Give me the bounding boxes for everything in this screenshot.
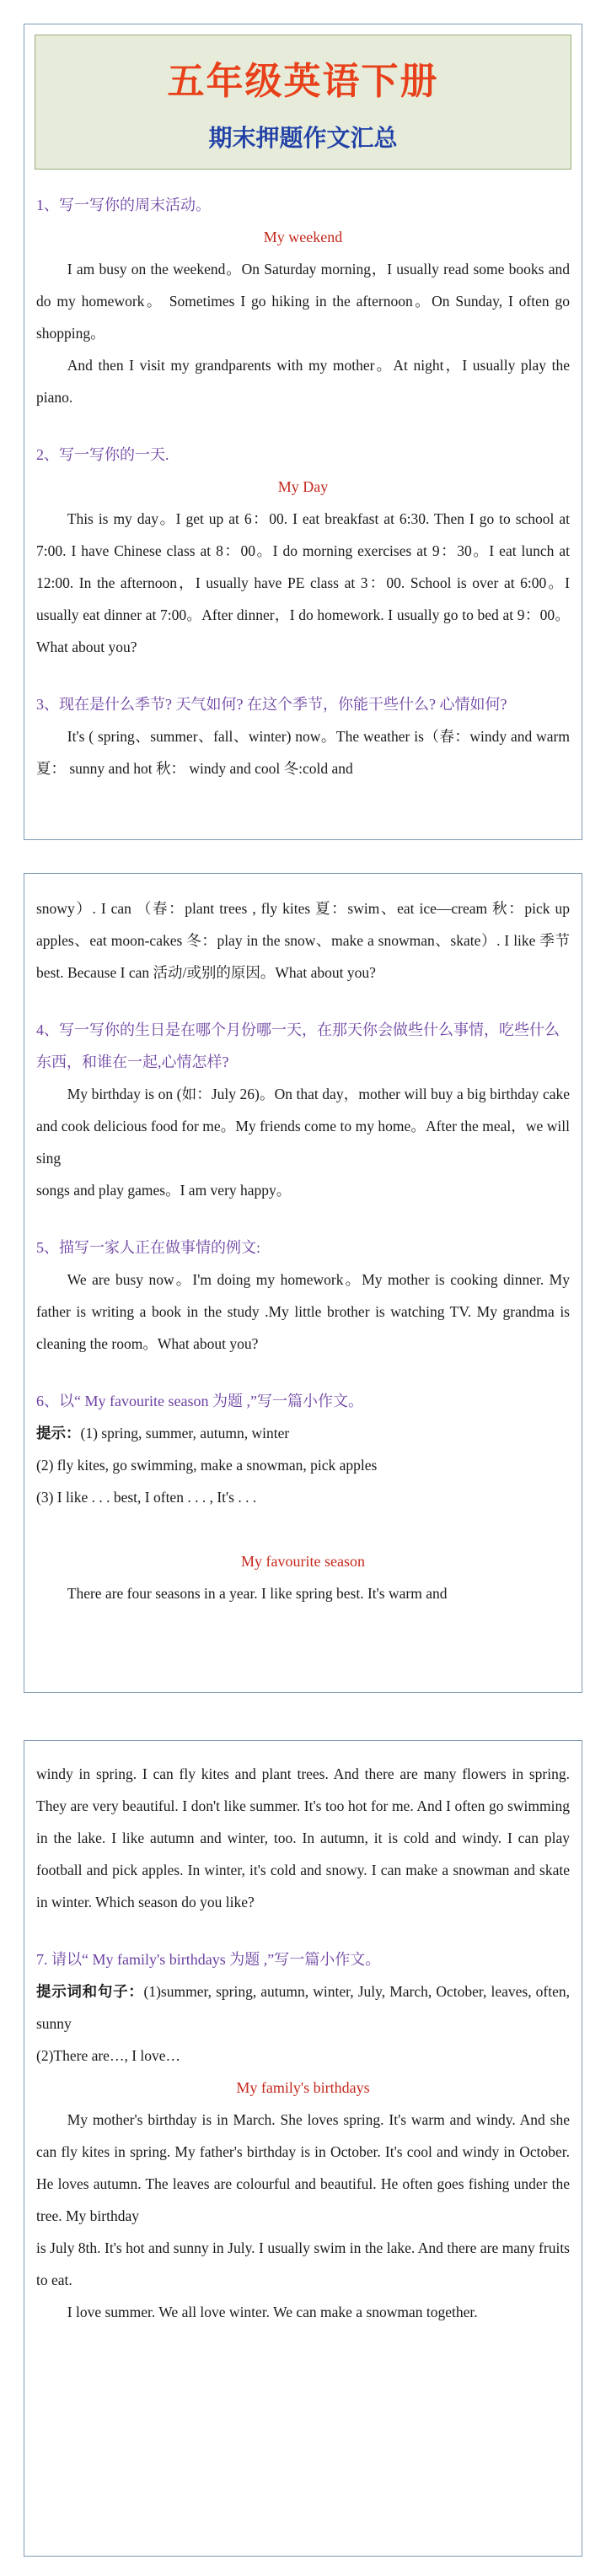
essay-4-line-1: My birthday is on (如：July 26)。On that day，mother will buy a big birthday cake and cook delicious food for me。My friends come to my home。After the meal，we will sing	[36, 1086, 570, 1167]
essay-2-para-1: This is my day。I get up at 6：00. I eat breakfast at 6:30. Then I go to school at 7:00. I have Chinese class at 8：00。I do morning exercises at 9：30。I eat lunch at 12:00. In the afternoon，I usually have PE class at 3：00. School is over at 6:00。I usually eat dinner at 7:00。After dinner，I do homework. I usually go to bed at 9：00。What about you?	[36, 510, 570, 655]
essay-title-6: My favourite season	[241, 1553, 365, 1570]
page-2-content	[36, 892, 570, 1609]
hint-7-1: (1)summer, spring, autumn, winter, July, March, October, leaves, often, sunny	[36, 1983, 570, 2032]
hint-label: 提示：	[36, 1425, 81, 1442]
hint-line-7-1	[36, 1975, 570, 2040]
essay-title-1: My weekend	[263, 229, 343, 245]
page-1	[24, 24, 582, 840]
question-4: 4、写一写你的生日是在哪个月份哪一天，在那天你会做些什么事情，吃些什么东西，和谁在一起,心情怎样?	[36, 1021, 560, 1070]
hint-3: (3) I like . . . best, I often . . . , It's . . .	[36, 1489, 257, 1506]
question-7: 7. 请以“ My family's birthdays 为题 ,”写一篇小作文。	[36, 1951, 381, 1968]
page-3	[24, 1740, 582, 2557]
question-3: 3、现在是什么季节? 天气如何? 在这个季节，你能干些什么? 心情如何?	[36, 696, 507, 713]
essay-3-para-1-cont: snowy）. I can （春：plant trees , fly kites 夏：swim、eat ice—cream 秋：pick up apples、eat moon-cakes 冬：play in the snow、make a snowman、skate）. I like 季节 best. Because I can 活动/或别的原因。What about you?	[36, 900, 570, 981]
essay-title-2: My Day	[277, 478, 329, 495]
hint-label-7: 提示词和句子：	[36, 1983, 144, 2000]
page-1-content	[36, 189, 570, 784]
essay-7-para-2: I love summer. We all love winter. We can make a snowman together.	[67, 2304, 478, 2320]
essay-6-para-1-cont: windy in spring. I can fly kites and plant trees. And there are many flowers in spring. They are very beautiful. I don't like summer. It's too hot for me. And I often go swimming in the lake. I like autumn and winter, too. In autumn, it is cold and windy. I can play football and pick apples. In winter, it's cold and snowy. I can make a snowman and skate in winter. Which season do you like?	[36, 1765, 570, 1910]
question-1: 1、写一写你的周末活动。	[36, 197, 211, 213]
page-2	[24, 873, 582, 1693]
question-6: 6、以“ My favourite season 为题 ,”写一篇小作文。	[36, 1393, 363, 1409]
question-2: 2、写一写你的一天.	[36, 446, 169, 463]
essay-3-para-1: It's ( spring、summer、fall、winter) now。The weather is（春：windy and warm 夏： sunny and hot 秋： windy and cool 冬:cold and	[36, 728, 570, 777]
hint-1: (1) spring, summer, autumn, winter	[80, 1425, 290, 1442]
essay-1-para-1: I am busy on the weekend。On Saturday morning，I usually read some books and do my homework。 Sometimes I go hiking in the afternoon。On Sunday, I often go shopping。	[36, 261, 570, 342]
question-5: 5、描写一家人正在做事情的例文:	[36, 1239, 260, 1256]
main-title: 五年级英语下册	[167, 60, 439, 103]
essay-1-para-2: And then I visit my grandparents with my mother。At night，I usually play the piano.	[36, 357, 570, 406]
essay-7-para-1: My mother's birthday is in March. She loves spring. It's warm and windy. And she can fly kites in spring. My father's birthday is in October. It's cool and windy in October. He loves autumn. The leaves are colourful and beautiful. He often goes fishing under the tree. My birthday	[36, 2111, 570, 2224]
page-3-content	[36, 1758, 570, 2328]
hint-2: (2) fly kites, go swimming, make a snowman, pick apples	[36, 1457, 378, 1474]
essay-6-para-1: There are four seasons in a year. I like spring best. It's warm and	[67, 1585, 448, 1602]
sub-title: 期末押题作文汇总	[208, 124, 398, 152]
essay-5-para-1: We are busy now。I'm doing my homework。My mother is cooking dinner. My father is writing a book in the study .My little brother is watching TV. My grandma is cleaning the room。What about you?	[36, 1271, 570, 1352]
essay-7-para-1b: is July 8th. It's hot and sunny in July. I usually swim in the lake. And there are many fruits to eat.	[36, 2239, 570, 2288]
essay-title-7: My family's birthdays	[236, 2079, 370, 2096]
hint-line-1	[36, 1417, 570, 1449]
title-banner	[35, 35, 571, 170]
hint-7-2: (2)There are…, I love…	[36, 2047, 181, 2064]
essay-4-line-2: songs and play games。I am very happy。	[36, 1182, 292, 1199]
